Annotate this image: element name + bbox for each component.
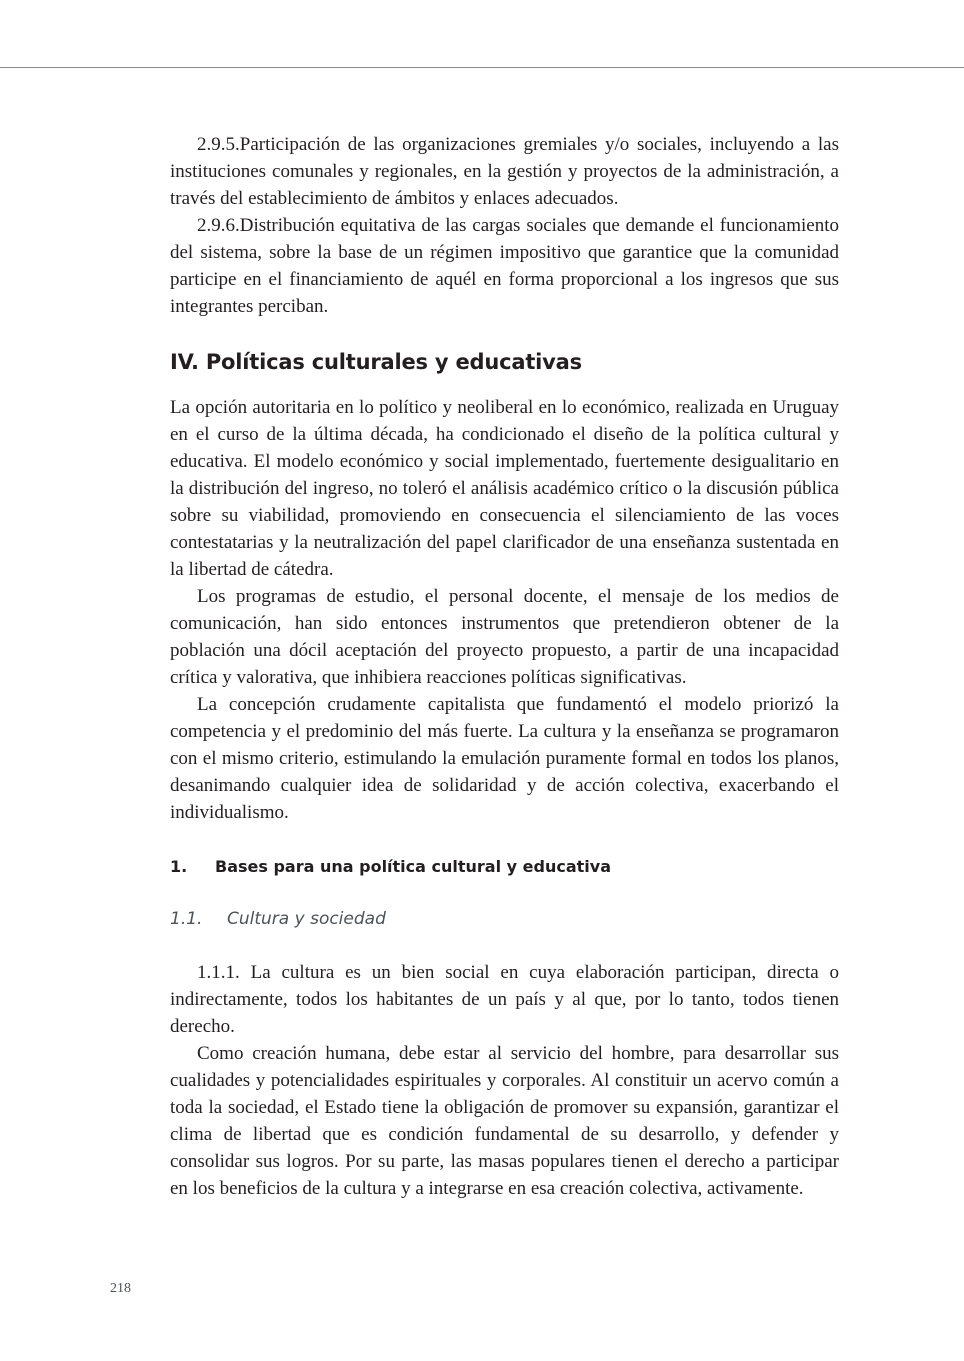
page-number: 218 [110,1281,131,1296]
section-title: IV. Políticas culturales y educativas [170,350,582,374]
paragraph-creacion-humana: Como creación humana, debe estar al servicio del hombre, para desarrollar sus cualidades y potencialidades espirituales y corporales. Al constituir un acervo común a toda la sociedad, el Estado tiene la obligación de promover su expansión, garantizar el clima de libertad que es condición fundamental de su desarrollo, y defender y consolidar sus logros. Por su parte, las masas populares tienen el derecho a participar en los beneficios de la cultura y a integrarse en esa creación colectiva, activamente. [170,1043,839,1199]
subsubsection-heading [170,906,839,933]
section-paragraph: Los programas de estudio, el personal docente, el mensaje de los medios de comunicación, han sido entonces instrumentos que pretendieron obtener de la población una dócil aceptación del proyecto propuesto, a partir de una incapacidad crítica y valorativa, que inhibiera reacciones políticas significativas. [170,586,839,688]
subsubsection-title: Cultura y sociedad [227,909,386,929]
paragraph-2-9-5: 2.9.5.Participación de las organizaciones gremiales y/o sociales, incluyendo a las instituciones comunales y regionales, en la gestión y proyectos de la administración, a través del establecimiento de ámbitos y enlaces adecuados. [170,134,839,209]
subsection-title: Bases para una política cultural y educativa [215,857,611,876]
header-rule [0,67,964,68]
section-paragraph: La concepción crudamente capitalista que fundamentó el modelo priorizó la competencia y el predominio del más fuerte. La cultura y la enseñanza se programaron con el mismo criterio, estimulando la emulación puramente formal en todos los planos, desanimando cualquier idea de solidaridad y de acción colectiva, exacerbando el individualismo. [170,694,839,823]
paragraph-1-1-1: 1.1.1. La cultura es un bien social en cuya elaboración participan, directa o indirectamente, todos los habitantes de un país y al que, por lo tanto, todos tienen derecho. [170,962,839,1037]
subsection-number: 1. [170,857,188,876]
subsubsection-number: 1.1. [170,909,203,929]
paragraph-2-9-6: 2.9.6.Distribución equitativa de las cargas sociales que demande el funcionamiento del sistema, sobre la base de un régimen impositivo que garantice que la comunidad participe en el financiamiento de aquél en forma proporcional a los ingresos que sus integrantes perciban. [170,215,839,317]
page-body [170,131,839,1202]
subsection-heading [170,853,839,880]
section-paragraph: La opción autoritaria en lo político y neoliberal en lo económico, realizada en Uruguay en el curso de la última década, ha condicionado el diseño de la política cultural y educativa. El modelo económico y social implementado, fuertemente desigualitario en la distribución del ingreso, no toleró el análisis académico crítico o la discusión pública sobre su viabilidad, promoviendo en consecuencia el silenciamiento de las voces contestatarias y la neutralización del papel clarificador de una enseñanza sustentada en la libertad de cátedra. [170,397,839,580]
